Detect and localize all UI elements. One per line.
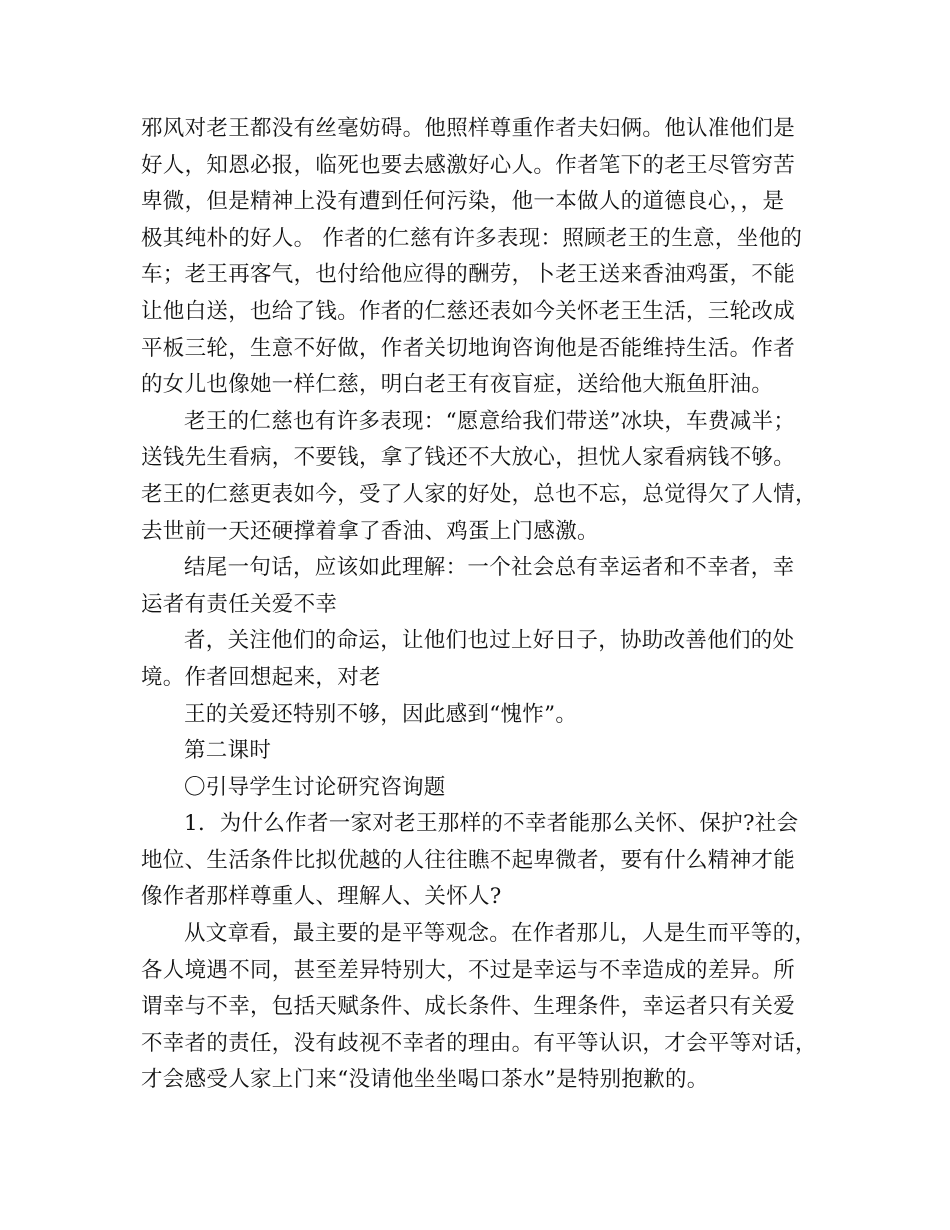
paragraph-start-line: 者，关注他们的命运，让他们也过上好日子，协助改善他们的处 [184,628,795,654]
question-line: 1．为什么作者一家对老王那样的不幸者能那么关怀、保护?社会 [184,811,799,837]
text-line: 的女儿也像她一样仁慈，明白老王有夜盲症，送给他大瓶鱼肝油。 [141,372,774,398]
text-line: 邪风对老王都没有丝毫妨碍。他照样尊重作者夫妇俩。他认准他们是 [141,116,796,141]
text-line: 像作者那样尊重人、理解人、关怀人? [141,884,502,910]
paragraph-start-line: 结尾一句话，应该如此理解：一个社会总有幸运者和不幸者，幸 [184,555,795,581]
text-line: 境。作者回想起来，对老 [141,664,381,690]
section-heading: 第二课时 [184,738,272,764]
text-line: 好人，知恩必报，临死也要去感激好心人。作者笔下的老王尽管穷苦 [141,152,796,178]
text-line: 地位、生活条件比拟优越的人往往瞧不起卑微者，要有什么精神才能 [141,847,796,873]
text-line: 车；老王再客气，也付给他应得的酬劳，卜老王送来香油鸡蛋，不能 [141,262,796,288]
paragraph-start-line: 老王的仁慈也有许多表现：“愿意给我们带送”冰块，车费减半； [184,408,796,434]
text-line: 极其纯朴的好人。 作者的仁慈有许多表现：照顾老王的生意，坐他的 [141,225,803,251]
text-line: 各人境遇不同，甚至差异特别大，不过是幸运与不幸造成的差异。所 [141,957,796,983]
text-line: 运者有责任关爱不幸 [141,591,338,617]
document-body [141,111,821,1099]
paragraph-start-line: 王的关爱还特别不够，因此感到“愧怍”。 [184,701,578,727]
text-line: 送钱先生看病，不要钱，拿了钱还不大放心，担忧人家看病钱不够。 [141,445,796,471]
section-subheading: 〇引导学生讨论研究咨询题 [184,774,446,800]
text-line: 谓幸与不幸，包括天赋条件、成长条件、生理条件，幸运者只有关爱 [141,994,796,1020]
text-line: 让他白送，也给了钱。作者的仁慈还表如今关怀老王生活，三轮改成 [141,298,796,324]
text-line: 卑微，但是精神上没有遭到任何污染，他一本做人的道德良心，，是 [141,189,785,215]
text-line: 老王的仁慈更表如今，受了人家的好处，总也不忘，总觉得欠了人情， [141,481,817,507]
text-line: 不幸者的责任，没有歧视不幸者的理由。有平等认识，才会平等对话， [141,1030,817,1056]
text-line: 去世前一天还硬撑着拿了香油、鸡蛋上门感激。 [141,518,599,544]
text-line: 平板三轮，生意不好做，作者关切地询咨询他是否能维持生活。作者 [141,335,796,361]
paragraph-start-line: 从文章看，最主要的是平等观念。在作者那儿，人是生而平等的， [184,921,817,947]
text-line: 才会感受人家上门来“没请他坐坐喝口茶水”是特别抱歉的。 [141,1067,709,1093]
